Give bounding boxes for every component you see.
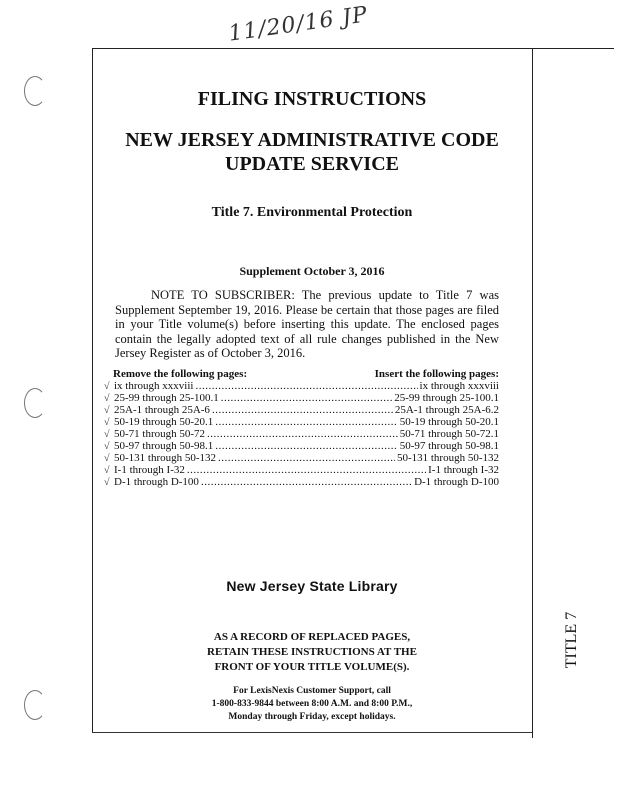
spine-label xyxy=(542,600,602,680)
dot-leader xyxy=(215,416,397,428)
binder-hole-bottom xyxy=(24,690,46,720)
remove-range: I-1 through I-32 xyxy=(114,464,185,476)
subscriber-note: NOTE TO SUBSCRIBER: The previous update to Title 7 was Supplement September 19, 2016. Please be certain that those pages are filed in your Title volume(s) before inserting this update. The enclosed pages contain the legally adopted text of all rule changes published in the New Jersey Register as of October 3, 2016. xyxy=(115,288,499,360)
insert-range: ix through xxxviii xyxy=(419,380,499,392)
insert-range: D-1 through D-100 xyxy=(414,476,499,488)
pages-table xyxy=(104,368,499,488)
table-row xyxy=(104,380,499,392)
table-row xyxy=(104,452,499,464)
code-title-line2: UPDATE SERVICE xyxy=(225,153,399,175)
insert-header: Insert the following pages: xyxy=(374,368,499,380)
table-row xyxy=(104,428,499,440)
remove-range: 50-71 through 50-72 xyxy=(114,428,206,440)
check-mark-icon: √ xyxy=(104,417,110,428)
dot-leader xyxy=(207,428,398,440)
title-subtitle: Title 7. Environmental Protection xyxy=(211,205,413,220)
table-row xyxy=(104,476,499,488)
remove-range: 50-131 through 50-132 xyxy=(114,452,217,464)
insert-range: I-1 through I-32 xyxy=(428,464,499,476)
handwritten-date-note: 11/20/16 JP xyxy=(226,2,370,47)
support-line3: Monday through Friday, except holidays. xyxy=(228,712,396,722)
table-row xyxy=(104,404,499,416)
check-mark-icon: √ xyxy=(104,465,110,476)
check-mark-icon: √ xyxy=(104,441,110,452)
insert-range: 50-19 through 50-20.1 xyxy=(399,416,499,428)
supplement-date: Supplement October 3, 2016 xyxy=(239,264,385,278)
check-mark-icon: √ xyxy=(104,429,110,440)
retain-notice-line1: AS A RECORD OF REPLACED PAGES, xyxy=(213,631,411,643)
remove-range: ix through xxxviii xyxy=(114,380,194,392)
library-stamp: New Jersey State Library xyxy=(226,578,398,594)
customer-support xyxy=(92,685,532,724)
spine-divider-rule xyxy=(532,48,533,738)
table-row xyxy=(104,464,499,476)
check-mark-icon: √ xyxy=(104,381,110,392)
check-mark-icon: √ xyxy=(104,477,110,488)
table-row xyxy=(104,416,499,428)
spine-label-text: TITLE 7 xyxy=(563,611,580,669)
insert-range: 50-97 through 50-98.1 xyxy=(399,440,499,452)
remove-range: 25-99 through 25-100.1 xyxy=(114,392,219,404)
frame-bottom-rule xyxy=(92,732,532,733)
code-title-line1: NEW JERSEY ADMINISTRATIVE CODE xyxy=(125,129,499,151)
table-row xyxy=(104,392,499,404)
support-line1: For LexisNexis Customer Support, call xyxy=(233,686,391,696)
dot-leader xyxy=(187,464,426,476)
remove-range: D-1 through D-100 xyxy=(114,476,199,488)
retain-notice-line2: RETAIN THESE INSTRUCTIONS AT THE xyxy=(207,646,417,658)
frame-top-rule xyxy=(92,48,614,49)
retain-notice xyxy=(92,630,532,675)
remove-range: 50-97 through 50-98.1 xyxy=(114,440,214,452)
dot-leader xyxy=(201,476,412,488)
retain-notice-line3: FRONT OF YOUR TITLE VOLUME(S). xyxy=(214,661,410,673)
page-title: FILING INSTRUCTIONS xyxy=(197,88,427,110)
insert-range: 25A-1 through 25A-6.2 xyxy=(394,404,499,416)
insert-range: 50-131 through 50-132 xyxy=(396,452,499,464)
table-row xyxy=(104,440,499,452)
remove-range: 50-19 through 50-20.1 xyxy=(114,416,214,428)
check-mark-icon: √ xyxy=(104,405,110,416)
binder-hole-middle xyxy=(24,388,46,418)
pages-table-header xyxy=(113,368,499,380)
insert-range: 50-71 through 50-72.1 xyxy=(399,428,499,440)
binder-hole-top xyxy=(24,76,46,106)
dot-leader xyxy=(221,392,392,404)
check-mark-icon: √ xyxy=(104,393,110,404)
dot-leader xyxy=(212,404,393,416)
pages-table-rows xyxy=(104,380,499,488)
dot-leader xyxy=(218,452,395,464)
check-mark-icon: √ xyxy=(104,453,110,464)
dot-leader xyxy=(215,440,397,452)
code-title xyxy=(92,128,532,176)
dot-leader xyxy=(195,380,417,392)
remove-header: Remove the following pages: xyxy=(113,368,248,380)
remove-range: 25A-1 through 25A-6 xyxy=(114,404,210,416)
support-line2: 1-800-833-9844 between 8:00 A.M. and 8:00 P.M., xyxy=(211,699,413,709)
insert-range: 25-99 through 25-100.1 xyxy=(394,392,499,404)
